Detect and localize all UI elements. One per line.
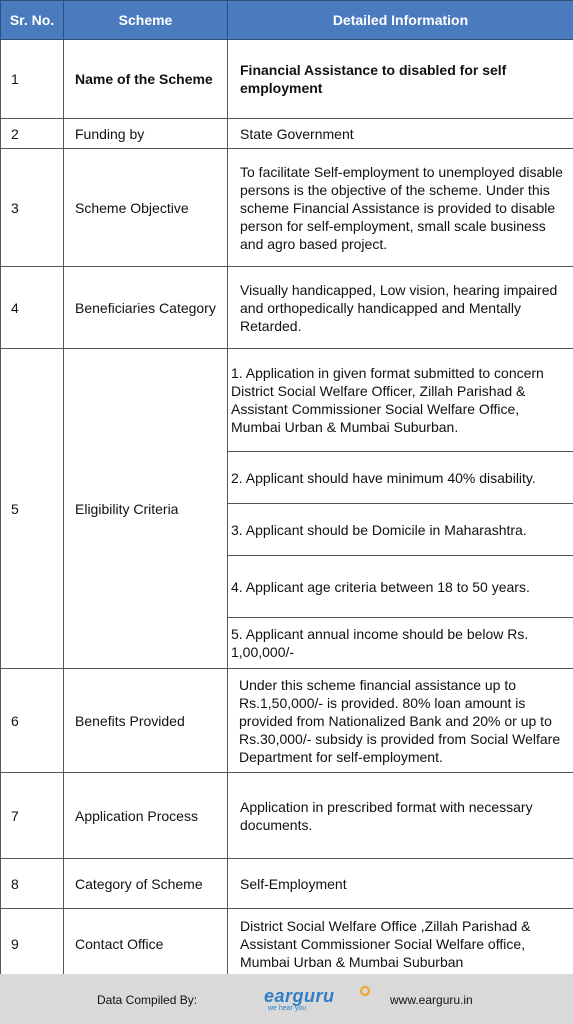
info-cell: Visually handicapped, Low vision, hearing impaired and orthopedically handicapped and Mentally Retarded.	[228, 267, 573, 349]
sr-cell: 1	[1, 40, 64, 119]
sr-cell: 6	[1, 669, 64, 773]
criteria-item: 5. Applicant annual income should be below Rs. 1,00,000/-	[231, 626, 529, 660]
table-row	[1, 267, 573, 349]
scheme-cell: Benefits Provided	[64, 669, 228, 773]
sr-cell: 9	[1, 909, 64, 979]
table-row	[1, 149, 573, 267]
table-row	[1, 773, 573, 859]
criteria-item: 1. Application in given format submitted to concern District Social Welfare Officer, Zillah Parishad & Assistant Commissioner Social Welfare Office, Mumbai Urban & Mumbai Suburban.	[228, 349, 573, 452]
scheme-cell: Eligibility Criteria	[64, 349, 228, 669]
info-cell: State Government	[228, 119, 573, 149]
criteria-item: 3. Applicant should be Domicile in Maharashtra.	[228, 504, 573, 556]
scheme-cell: Category of Scheme	[64, 859, 228, 909]
criteria-item: 2. Applicant should have minimum 40% disability.	[228, 452, 573, 504]
sr-cell: 4	[1, 267, 64, 349]
scheme-cell: Contact Office	[64, 909, 228, 979]
scheme-cell: Application Process	[64, 773, 228, 859]
header-row	[1, 1, 573, 40]
info-cell: Financial Assistance to disabled for self employment	[228, 40, 573, 119]
footer-label: Data Compiled By:	[97, 993, 198, 1007]
footer-url[interactable]: www.earguru.in	[390, 993, 473, 1007]
table-row	[1, 909, 573, 979]
header-sr-no: Sr. No.	[1, 1, 64, 40]
criteria-cell	[228, 349, 573, 669]
sr-cell: 7	[1, 773, 64, 859]
info-cell: Self-Employment	[228, 859, 573, 909]
sr-cell: 5	[1, 349, 64, 669]
scheme-cell: Funding by	[64, 119, 228, 149]
sr-cell: 8	[1, 859, 64, 909]
scheme-cell: Beneficiaries Category	[64, 267, 228, 349]
table-row	[1, 40, 573, 119]
logo-tagline: we hear you	[268, 1005, 307, 1012]
table-row	[1, 859, 573, 909]
sr-cell: 2	[1, 119, 64, 149]
header-detailed-information: Detailed Information	[228, 1, 573, 40]
scheme-cell: Name of the Scheme	[64, 40, 228, 119]
info-cell: To facilitate Self-employment to unemployed disable persons is the objective of the scheme. Under this scheme Financial Assistance is provided to disable person for self-employment, small scale business and agro based project.	[228, 149, 573, 267]
criteria-item: 4. Applicant age criteria between 18 to 50 years.	[228, 556, 573, 618]
sun-icon	[360, 986, 370, 996]
header-scheme: Scheme	[64, 1, 228, 40]
table-row	[1, 669, 573, 773]
info-cell: Under this scheme financial assistance up to Rs.1,50,000/- is provided. 80% loan amount is provided from Nationalized Bank and 20% or up to Rs.30,000/- subsidy is provided from Social Welfare Department for self-employment.	[228, 669, 573, 773]
logo-text: earguru	[264, 986, 335, 1006]
scheme-cell: Scheme Objective	[64, 149, 228, 267]
footer	[0, 974, 573, 1024]
info-cell: District Social Welfare Office ,Zillah Parishad & Assistant Commissioner Social Welfare office, Mumbai Urban & Mumbai Suburban	[228, 909, 573, 979]
earguru-logo	[264, 986, 374, 1014]
sr-cell: 3	[1, 149, 64, 267]
table-row	[1, 349, 573, 669]
table-row	[1, 119, 573, 149]
info-cell: Application in prescribed format with necessary documents.	[228, 773, 573, 859]
